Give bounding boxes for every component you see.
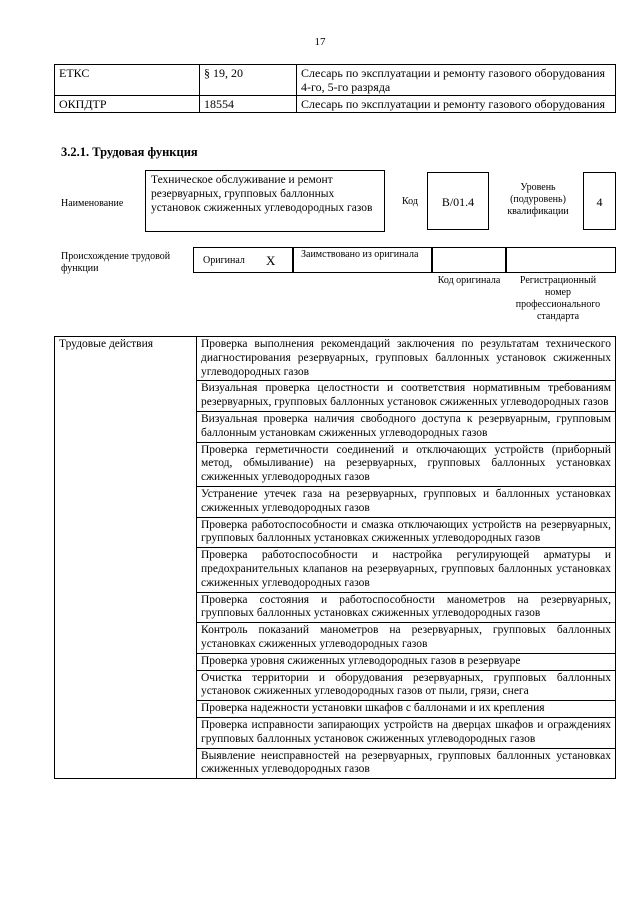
reg-number-cell: [506, 247, 616, 273]
code-original-label: Код оригинала: [437, 275, 501, 286]
origin-label: Происхождение трудовой функции: [61, 251, 171, 274]
original-mark: X: [266, 253, 276, 268]
borrowed-label: Заимствовано из оригинала: [301, 249, 419, 260]
code-label: Код: [402, 196, 418, 207]
section-title: 3.2.1. Трудовая функция: [61, 145, 198, 159]
classifier-code: ОКПДТР: [55, 96, 200, 113]
work-action-item: Визуальная проверка наличия свободного доступа к резервуарным, групповым баллонным установкам сжиженных углеводородных газов: [197, 411, 616, 442]
work-action-item: Проверка выполнения рекомендаций заключения по результатам технического диагностирования резервуарных, групповых баллонных установок сжиженных углеводородных газов: [197, 337, 616, 381]
work-action-item: Контроль показаний манометров на резервуарных, групповых баллонных установках сжиженных углеводородных газов: [197, 623, 616, 654]
function-name: Техническое обслуживание и ремонт резервуарных, групповых баллонных установок сжиженных углеводородных газов: [145, 170, 385, 232]
work-action-item: Проверка надежности установки шкафов с баллонами и их крепления: [197, 701, 616, 718]
work-action-item: Проверка работоспособности и настройка регулирующей арматуры и предохранительных клапанов на резервуарных, групповых баллонных установках сжиженных углеводородных газов: [197, 548, 616, 592]
reg-number-label: Регистрационный номер профессионального стандарта: [515, 275, 601, 322]
classifier-ref: 18554: [200, 96, 297, 113]
code-original-cell: [432, 247, 506, 273]
classifier-ref: § 19, 20: [200, 65, 297, 96]
work-action-item: Выявление неисправностей на резервуарных, групповых баллонных установках сжиженных углеводородных газов: [197, 748, 616, 779]
work-action-item: Проверка уровня сжиженных углеводородных газов в резервуаре: [197, 653, 616, 670]
level-label: Уровень (подуровень) квалификации: [507, 182, 569, 217]
work-action-item: Устранение утечек газа на резервуарных, групповых и баллонных установках сжиженных углеводородных газов: [197, 486, 616, 517]
function-code: B/01.4: [427, 172, 489, 230]
work-action-item: Визуальная проверка целостности и соответствия нормативным требованиям резервуарных, групповых баллонных установок сжиженных углеводородных газов: [197, 381, 616, 412]
classifier-name: Слесарь по эксплуатации и ремонту газового оборудования 4-го, 5-го разряда: [297, 65, 616, 96]
work-action-item: Проверка герметичности соединений и отключающих устройств (приборный метод, обмыливание) на резервуарных, групповых баллонных установках сжиженных углеводородных газов: [197, 442, 616, 486]
table-row: [55, 65, 616, 96]
classifier-code: ЕТКС: [55, 65, 200, 96]
name-label: Наименование: [61, 198, 124, 209]
work-actions-label: Трудовые действия: [55, 337, 197, 779]
work-action-item: Проверка исправности запирающих устройств на дверцах шкафов и ограждениях групповых баллонных установок сжиженных углеводородных газов: [197, 717, 616, 748]
qualification-level: 4: [583, 172, 616, 230]
classifier-name: Слесарь по эксплуатации и ремонту газового оборудования: [297, 96, 616, 113]
work-action-item: Очистка территории и оборудования резервуарных, групповых баллонных установок сжиженных углеводородных газов от пыли, грязи, снега: [197, 670, 616, 701]
borrowed-cell: [293, 247, 432, 273]
original-label: Оригинал: [203, 255, 245, 266]
table-row: [55, 96, 616, 113]
work-action-item: Проверка работоспособности и смазка отключающих устройств на резервуарных, групповых баллонных установках сжиженных углеводородных газов: [197, 517, 616, 548]
page-number: 17: [314, 36, 326, 48]
work-actions-table: [54, 336, 616, 779]
classification-table: [54, 64, 616, 113]
original-cell: [193, 247, 293, 273]
table-row: [55, 337, 616, 381]
work-action-item: Проверка состояния и работоспособности манометров на резервуарных, групповых баллонных установках сжиженных углеводородных газов: [197, 592, 616, 623]
